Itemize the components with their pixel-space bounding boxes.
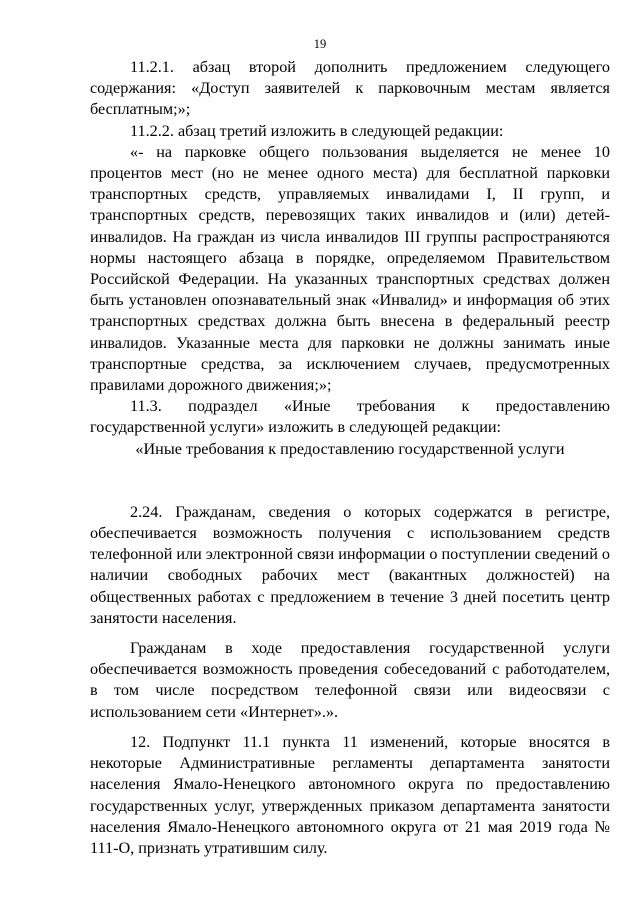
page-number: 19 [313,37,327,51]
paragraph-11-2-1: 11.2.1. абзац второй дополнить предложением следующего содержания: «Доступ заявителей к парковочным местам является бесплатным;»; [90,58,610,119]
document-body [90,57,610,859]
paragraph-interview: Гражданам в ходе предоставления государственной услуги обеспечивается возможность проведения собеседований с работодателем, в том числе посредством телефонной связи или видеосвязи с использованием сети «Интернет».». [90,639,610,721]
section-heading-quote: «Иные требования к предоставлению государственной услуги [135,439,565,458]
paragraph-11-3: 11.3. подраздел «Иные требования к предоставлению государственной услуги» изложить в следующей редакции: [90,397,610,437]
paragraph-2-24: 2.24. Гражданам, сведения о которых содержатся в регистре, обеспечивается возможность получения с использованием средств телефонной или электронной связи информации о поступлении сведений о наличии свободных рабочих мест (вакантных должностей) на общественных работах с предложением в течение 3 дней посетить центр занятости населения. [90,502,610,627]
paragraph-parking-quote: «- на парковке общего пользования выделяется не менее 10 процентов мест (но не менее одного места) для бесплатной парковки транспортных средств, управляемых инвалидами I, II групп, и транспортных средств, перевозящих таких инвалидов и (или) детей-инвалидов. На граждан из числа инвалидов III группы распространяются нормы настоящего абзаца в порядке, определяемом Правительством Российской Федерации. На указанных транспортных средствах должен быть установлен опознавательный знак «Инвалид» и информация об этих транспортных средствах должна быть внесена в федеральный реестр инвалидов. Указанные места для парковки не должны занимать иные транспортные средства, за исключением случаев, предусмотренных правилами дорожного движения;»; [90,142,610,395]
paragraph-12: 12. Подпункт 11.1 пункта 11 изменений, которые вносятся в некоторые Административные регламенты департамента занятости населения Ямало-Ненецкого автономного округа по предоставлению государственных услуг, утвержденных приказом департамента занятости населения Ямало-Ненецкого автономного округа от 21 мая 2019 года № 111-О, признать утратившим силу. [90,732,610,857]
paragraph-11-2-2: 11.2.2. абзац третий изложить в следующей редакции: [130,121,504,140]
